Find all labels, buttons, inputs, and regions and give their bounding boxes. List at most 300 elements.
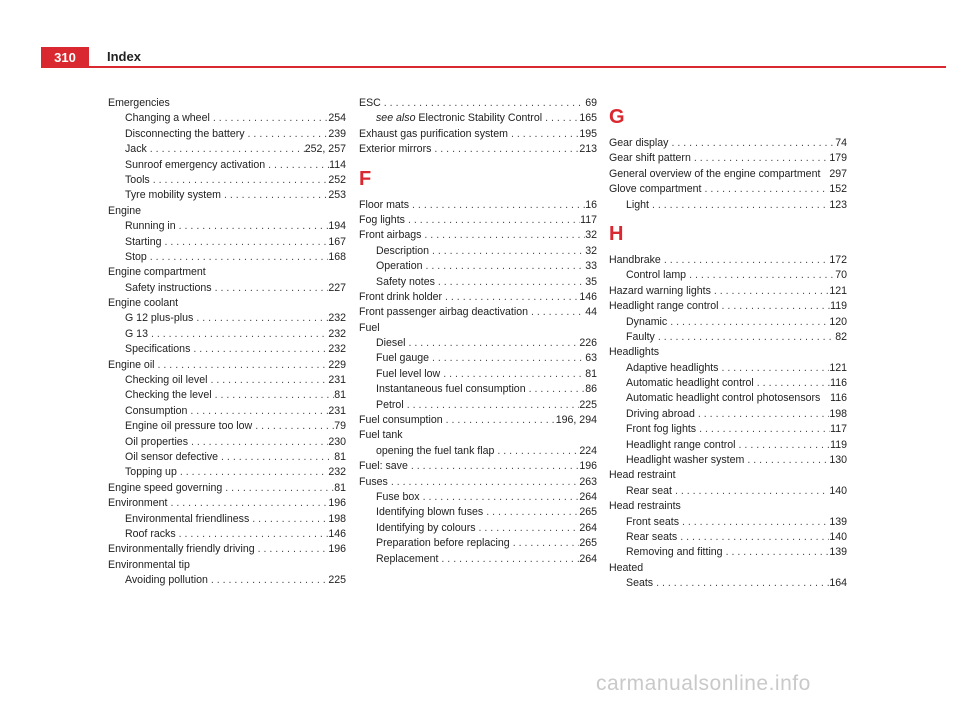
index-entry[interactable] <box>609 499 847 514</box>
index-entry[interactable] <box>108 496 346 511</box>
page-reference[interactable]: 130 <box>829 454 847 467</box>
leader-dots <box>744 453 829 468</box>
entry-label: Stop <box>125 250 147 263</box>
header-rule <box>89 66 946 68</box>
page-number: 310 <box>41 47 89 68</box>
index-entry[interactable] <box>108 481 346 496</box>
leader-dots <box>429 244 585 259</box>
page-reference[interactable]: 140 <box>829 484 847 497</box>
page-reference[interactable]: 264 <box>579 490 597 503</box>
page-reference[interactable]: 252 <box>328 173 346 186</box>
index-subentry[interactable] <box>108 311 346 326</box>
index-subentry[interactable] <box>108 173 346 188</box>
page-reference[interactable]: 44 <box>585 306 597 319</box>
index-subentry[interactable] <box>359 521 597 536</box>
leader-dots <box>653 576 829 591</box>
page-reference[interactable]: 146 <box>328 527 346 540</box>
page-title: Index <box>107 49 141 64</box>
page-reference[interactable]: 63 <box>585 352 597 365</box>
entry-label: ESC <box>359 97 381 109</box>
page-reference[interactable]: 33 <box>585 260 597 273</box>
leader-dots <box>150 173 329 188</box>
entry-label: Emergencies <box>108 97 170 109</box>
index-subentry[interactable] <box>359 536 597 551</box>
index-entry[interactable] <box>359 290 597 305</box>
leader-dots <box>212 281 329 296</box>
index-entry[interactable] <box>609 468 847 483</box>
index-entry[interactable] <box>359 305 597 320</box>
index-subentry[interactable] <box>108 373 346 388</box>
page-reference[interactable]: 225 <box>328 574 346 587</box>
leader-dots <box>431 142 579 157</box>
index-subentry[interactable] <box>609 376 847 391</box>
page-reference[interactable]: 198 <box>829 407 847 420</box>
index-subentry[interactable] <box>609 438 847 453</box>
entry-label: Identifying blown fuses <box>376 506 484 519</box>
page-reference[interactable]: 119 <box>830 300 847 313</box>
leader-dots <box>409 198 585 213</box>
entry-label: Rear seat <box>626 484 672 497</box>
leader-dots <box>691 151 829 166</box>
index-subentry[interactable] <box>359 490 597 505</box>
leader-dots <box>265 158 329 173</box>
entry-label: Handbrake <box>609 253 661 266</box>
page-reference[interactable]: 139 <box>829 515 847 528</box>
index-subentry[interactable] <box>359 111 597 126</box>
entry-label: Light <box>626 198 649 211</box>
leader-dots <box>429 351 585 366</box>
page-reference[interactable]: 79 <box>334 420 346 433</box>
page-reference[interactable]: 16 <box>585 198 597 211</box>
entry-label: Front fog lights <box>626 423 697 436</box>
index-subentry[interactable] <box>108 142 346 157</box>
page-reference[interactable]: 81 <box>585 367 597 380</box>
page-reference[interactable]: 232 <box>328 327 346 340</box>
entry-label: Fuel gauge <box>376 352 430 365</box>
index-entry[interactable] <box>359 198 597 213</box>
page-reference[interactable]: 74 <box>835 137 847 149</box>
index-subentry[interactable] <box>108 158 346 173</box>
index-entry[interactable] <box>108 204 346 219</box>
entry-label: Environmental friendliness <box>125 512 250 525</box>
page-reference[interactable]: 196, 294 <box>555 414 597 427</box>
page-reference[interactable]: 123 <box>829 198 847 211</box>
page-reference[interactable]: 81 <box>334 389 346 402</box>
entry-label: Checking the level <box>125 389 212 402</box>
index-subentry[interactable] <box>359 367 597 382</box>
entry-label: Tyre mobility system <box>125 189 221 202</box>
index-subentry[interactable] <box>108 450 346 465</box>
leader-dots <box>207 373 328 388</box>
leader-dots <box>649 198 829 213</box>
index-subentry[interactable] <box>108 435 346 450</box>
entry-label: Tools <box>125 173 150 186</box>
index-subentry[interactable] <box>609 330 847 345</box>
page-reference[interactable]: 165 <box>579 112 597 125</box>
entry-label: Consumption <box>125 404 188 417</box>
page-reference[interactable]: 195 <box>579 127 597 140</box>
leader-dots <box>686 268 835 283</box>
entry-label: Changing a wheel <box>125 112 210 125</box>
entry-label: Sunroof emergency activation <box>125 158 266 171</box>
index-entry[interactable] <box>609 167 847 182</box>
index-subentry[interactable] <box>108 404 346 419</box>
index-subentry[interactable] <box>108 219 346 234</box>
leader-dots <box>696 422 830 437</box>
entry-label: Adaptive headlights <box>626 361 719 374</box>
see-also-label: see also <box>376 112 416 125</box>
leader-dots <box>677 530 829 545</box>
entry-label: Front passenger airbag deactivation <box>359 306 529 319</box>
index-entry[interactable] <box>359 96 597 111</box>
entry-label: Control lamp <box>626 269 687 282</box>
page-reference[interactable]: 121 <box>829 361 847 374</box>
index-subentry[interactable] <box>108 281 346 296</box>
leader-dots <box>679 515 829 530</box>
page-reference[interactable]: 116 <box>830 392 847 405</box>
index-subentry[interactable] <box>609 530 847 545</box>
leader-dots <box>443 413 556 428</box>
leader-dots <box>187 404 328 419</box>
page-reference[interactable]: 225 <box>579 398 597 411</box>
index-subentry[interactable] <box>108 188 346 203</box>
entry-label: Avoiding pollution <box>125 574 208 587</box>
page-reference[interactable]: 152 <box>829 183 847 196</box>
leader-dots <box>701 182 829 197</box>
leader-dots <box>494 444 579 459</box>
page-reference[interactable]: 114 <box>329 158 346 171</box>
entry-label: Faulty <box>626 330 655 343</box>
page-reference[interactable]: 252, 257 <box>304 143 346 156</box>
page-reference[interactable]: 116 <box>830 377 847 390</box>
watermark: carmanualsonline.info <box>596 672 811 695</box>
leader-dots <box>176 527 329 542</box>
entry-label: Oil sensor defective <box>125 450 219 463</box>
index-entry[interactable] <box>609 284 847 299</box>
leader-dots <box>404 398 580 413</box>
entry-label: Running in <box>125 220 176 233</box>
index-entry[interactable] <box>108 558 346 573</box>
leader-dots <box>661 253 829 268</box>
entry-label: Floor mats <box>359 198 410 211</box>
entry-label: Automatic headlight control <box>626 377 754 390</box>
index-subentry[interactable] <box>609 453 847 468</box>
entry-label: Petrol <box>376 398 404 411</box>
leader-dots <box>528 305 585 320</box>
page-reference[interactable]: 172 <box>829 253 847 266</box>
index-subentry[interactable] <box>609 268 847 283</box>
leader-dots <box>440 367 585 382</box>
entry-label: Gear display <box>609 137 669 149</box>
entry-label <box>376 111 542 126</box>
entry-label: Fog lights <box>359 213 405 226</box>
page-reference[interactable]: 81 <box>334 481 346 494</box>
index-subentry[interactable] <box>609 422 847 437</box>
index-subentry[interactable] <box>108 250 346 265</box>
page-reference[interactable]: 232 <box>328 312 346 325</box>
entry-label: Identifying by colours <box>376 521 476 534</box>
entry-label: Checking oil level <box>125 374 208 387</box>
entry-label: Description <box>376 244 429 257</box>
page-reference[interactable]: 168 <box>328 250 346 263</box>
index-subentry[interactable] <box>108 235 346 250</box>
index-subentry[interactable] <box>108 342 346 357</box>
page-reference[interactable]: 196 <box>579 460 597 473</box>
index-entry[interactable] <box>359 127 597 142</box>
index-entry[interactable] <box>359 213 597 228</box>
page-reference[interactable]: 226 <box>579 337 597 350</box>
leader-dots <box>252 419 334 434</box>
page-reference[interactable]: 232 <box>328 466 346 479</box>
index-subentry[interactable] <box>609 576 847 591</box>
entry-label: Topping up <box>125 466 177 479</box>
index-subentry[interactable] <box>609 198 847 213</box>
index-column-2 <box>359 96 597 567</box>
page-reference[interactable]: 232 <box>328 343 346 356</box>
leader-dots <box>147 142 305 157</box>
index-entry[interactable] <box>359 459 597 474</box>
leader-dots <box>190 342 328 357</box>
index-subentry[interactable] <box>359 398 597 413</box>
leader-dots <box>754 376 830 391</box>
leader-dots <box>510 536 580 551</box>
page-reference[interactable]: 229 <box>328 358 346 371</box>
entry-label: Fuel: save <box>359 460 408 473</box>
index-entry[interactable] <box>359 475 597 490</box>
page-reference[interactable]: 227 <box>328 281 346 294</box>
leader-dots <box>155 358 329 373</box>
page-reference[interactable]: 146 <box>579 290 597 303</box>
page-reference[interactable]: 196 <box>328 543 346 556</box>
leader-dots <box>188 435 328 450</box>
entry-label: Safety instructions <box>125 281 212 294</box>
page-reference[interactable]: 167 <box>328 235 346 248</box>
index-column-3 <box>609 96 847 592</box>
entry-label: Heated <box>609 561 644 574</box>
entry-label: Seats <box>626 577 654 590</box>
index-subentry[interactable] <box>609 515 847 530</box>
page-reference[interactable]: 86 <box>585 383 597 396</box>
entry-label: Gear shift pattern <box>609 152 691 165</box>
page-reference[interactable]: 117 <box>830 423 847 436</box>
leader-dots <box>167 496 328 511</box>
page-reference[interactable]: 231 <box>328 374 346 387</box>
leader-dots <box>405 336 579 351</box>
entry-label: Fuel consumption <box>359 414 443 427</box>
page-reference[interactable]: 81 <box>334 450 346 463</box>
page-reference[interactable]: 239 <box>328 127 346 140</box>
index-subentry[interactable] <box>609 484 847 499</box>
page-reference[interactable]: 213 <box>579 143 597 156</box>
leader-dots <box>208 573 328 588</box>
page-reference[interactable]: 139 <box>829 546 847 559</box>
index-subentry[interactable] <box>359 505 597 520</box>
index-subentry[interactable] <box>609 315 847 330</box>
index-entry[interactable] <box>108 542 346 557</box>
entry-label: Engine oil <box>108 358 155 371</box>
entry-label: Exhaust gas purification system <box>359 127 508 140</box>
page-reference[interactable]: 82 <box>835 330 847 343</box>
entry-label: Environmental tip <box>108 558 190 571</box>
page-reference[interactable]: 264 <box>579 521 597 534</box>
leader-dots <box>408 459 579 474</box>
leader-dots <box>255 542 329 557</box>
index-subentry[interactable] <box>359 382 597 397</box>
page-reference[interactable]: 224 <box>579 444 597 457</box>
index-subentry[interactable] <box>359 552 597 567</box>
leader-dots <box>723 545 830 560</box>
entry-label: Exterior mirrors <box>359 143 432 156</box>
index-subentry[interactable] <box>108 527 346 542</box>
page-reference[interactable]: 196 <box>328 497 346 510</box>
index-subentry[interactable] <box>108 573 346 588</box>
entry-text: Electronic Stability Control <box>418 112 543 125</box>
leader-dots <box>249 512 328 527</box>
leader-dots <box>508 127 579 142</box>
page-reference[interactable]: 117 <box>580 213 597 226</box>
page-reference[interactable]: 70 <box>835 269 847 282</box>
page-reference[interactable]: 264 <box>579 552 597 565</box>
page-reference[interactable]: 265 <box>579 506 597 519</box>
entry-label: Engine <box>108 204 141 217</box>
entry-label: Front seats <box>626 515 679 528</box>
entry-label: Engine speed governing <box>108 481 223 494</box>
leader-dots <box>176 219 329 234</box>
index-entry[interactable] <box>609 182 847 197</box>
entry-label: Dynamic <box>626 315 668 328</box>
entry-label: G 13 <box>125 327 148 340</box>
entry-label: Front drink holder <box>359 290 443 303</box>
entry-label: G 12 plus-plus <box>125 312 194 325</box>
leader-dots <box>420 490 580 505</box>
page-reference[interactable]: 231 <box>328 404 346 417</box>
leader-dots <box>435 275 585 290</box>
index-subentry[interactable] <box>359 275 597 290</box>
entry-label: Fuel level low <box>376 367 441 380</box>
page-reference[interactable]: 140 <box>829 530 847 543</box>
index-entry[interactable] <box>108 296 346 311</box>
entry-label: Preparation before replacing <box>376 537 510 550</box>
index-subentry[interactable] <box>359 244 597 259</box>
index-entry[interactable] <box>108 265 346 280</box>
entry-label: Driving abroad <box>626 407 695 420</box>
index-entry[interactable] <box>609 299 847 314</box>
index-subentry[interactable] <box>108 127 346 142</box>
leader-dots <box>695 407 829 422</box>
index-subentry[interactable] <box>609 391 847 406</box>
page-header <box>0 0 960 70</box>
page-reference[interactable]: 254 <box>328 112 346 125</box>
page-reference[interactable]: 194 <box>328 220 346 233</box>
index-entry[interactable] <box>359 413 597 428</box>
index-entry[interactable] <box>359 228 597 243</box>
entry-label: Fuses <box>359 475 388 488</box>
entry-label: Specifications <box>125 343 191 356</box>
leader-dots <box>218 450 334 465</box>
entry-label: Instantaneous fuel consumption <box>376 383 526 396</box>
page-reference[interactable]: 32 <box>585 244 597 257</box>
entry-label: Engine oil pressure too low <box>125 420 253 433</box>
entry-label: Replacement <box>376 552 439 565</box>
leader-dots <box>668 136 835 151</box>
index-subentry[interactable] <box>108 388 346 403</box>
entry-label: Safety notes <box>376 275 435 288</box>
page-reference[interactable]: 265 <box>579 537 597 550</box>
index-subentry[interactable] <box>359 336 597 351</box>
index-entry[interactable] <box>609 136 847 151</box>
leader-dots <box>438 552 579 567</box>
index-entry[interactable] <box>108 96 346 111</box>
entry-label: Fuel tank <box>359 429 403 442</box>
page-reference[interactable]: 263 <box>579 475 597 488</box>
leader-dots <box>542 111 579 126</box>
page-reference[interactable]: 198 <box>328 512 346 525</box>
index-subentry[interactable] <box>609 407 847 422</box>
page-reference[interactable]: 121 <box>829 284 847 297</box>
index-subentry[interactable] <box>108 512 346 527</box>
leader-dots <box>221 188 328 203</box>
entry-label: Environment <box>108 497 168 510</box>
index-subentry[interactable] <box>609 361 847 376</box>
entry-label: Head restraint <box>609 469 676 482</box>
entry-label: Engine coolant <box>108 297 179 310</box>
index-entry[interactable] <box>359 428 597 443</box>
index-subentry[interactable] <box>609 545 847 560</box>
index-entry[interactable] <box>359 321 597 336</box>
page-reference[interactable]: 297 <box>829 167 847 180</box>
index-subentry[interactable] <box>108 465 346 480</box>
leader-dots <box>193 311 328 326</box>
page-reference[interactable]: 35 <box>585 275 597 288</box>
index-entry[interactable] <box>609 561 847 576</box>
index-column-1 <box>108 96 346 589</box>
index-entry[interactable] <box>108 358 346 373</box>
page-reference[interactable]: 179 <box>829 152 847 165</box>
index-subentry[interactable] <box>359 259 597 274</box>
leader-dots <box>655 330 835 345</box>
leader-dots <box>476 521 580 536</box>
page-reference[interactable]: 120 <box>829 315 847 328</box>
leader-dots <box>177 465 328 480</box>
entry-label: Front airbags <box>359 229 422 242</box>
entry-label: Fuse box <box>376 490 420 503</box>
index-entry[interactable] <box>609 253 847 268</box>
entry-label: Headlight range control <box>626 438 736 451</box>
section-letter: F <box>359 167 372 190</box>
entry-label: Rear seats <box>626 530 678 543</box>
page-reference[interactable]: 32 <box>585 229 597 242</box>
page-reference[interactable]: 69 <box>585 97 597 109</box>
page-reference[interactable]: 164 <box>829 577 847 590</box>
entry-label: Starting <box>125 235 162 248</box>
index-entry[interactable] <box>609 345 847 360</box>
entry-label: Environmentally friendly driving <box>108 543 255 556</box>
leader-dots <box>672 484 829 499</box>
page-reference[interactable]: 230 <box>328 435 346 448</box>
entry-label: Head restraints <box>609 500 681 513</box>
leader-dots <box>147 250 329 265</box>
index-subentry[interactable] <box>359 351 597 366</box>
entry-label: Headlight range control <box>609 300 719 313</box>
page-reference[interactable]: 253 <box>328 189 346 202</box>
index-subentry[interactable] <box>359 444 597 459</box>
index-entry[interactable] <box>609 151 847 166</box>
index-entry[interactable] <box>359 142 597 157</box>
page-reference[interactable]: 119 <box>830 438 847 451</box>
index-subentry[interactable] <box>108 419 346 434</box>
index-subentry[interactable] <box>108 111 346 126</box>
index-subentry[interactable] <box>108 327 346 342</box>
